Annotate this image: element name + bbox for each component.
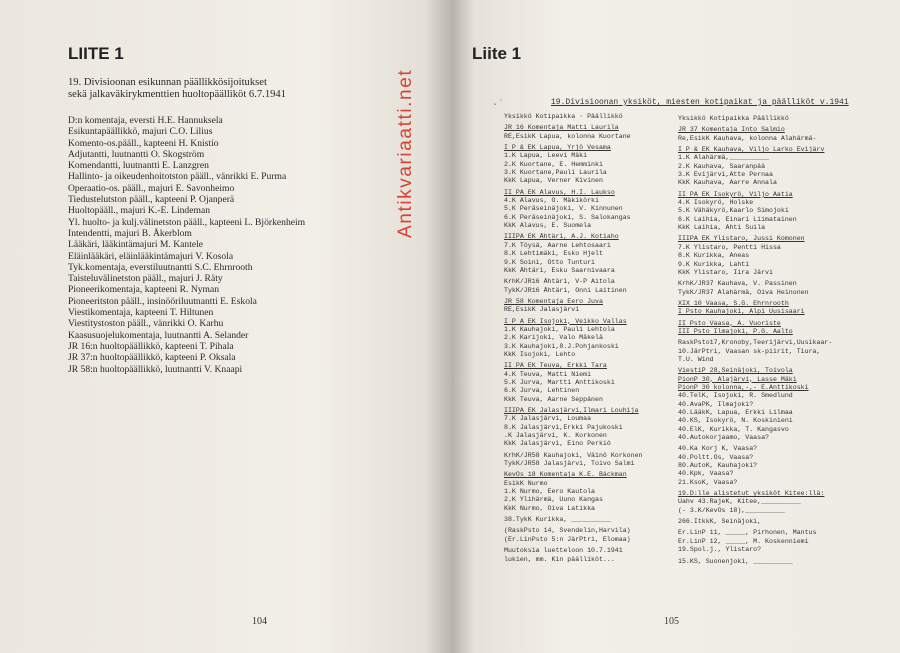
unit-row: .K Jalasjärvi, K. Korkonen (504, 432, 607, 440)
unit-row: 1.K Lapua, Leevi Mäki (504, 152, 588, 160)
intro-line: 19. Divisioonan esikunnan päällikkösijoitukset (68, 77, 267, 88)
unit-row: Er.LinP 12, _____, M. Koskenniemi (678, 537, 809, 545)
staff-entry: JR 37:n huoltopäällikkö, kapteeni P. Oksala (68, 352, 236, 364)
unit-row: TykK/JR58 Jalasjärvi, Toivo Salmi (504, 460, 635, 468)
unit-row: 8.K Jalasjärvi,Erkki Pajukoski (504, 423, 623, 431)
unit-row: KkK Isojoki, Lehto (504, 350, 576, 358)
unit-row: 40.Poltt.Os, Vaasa? (678, 453, 754, 461)
staff-entry: Viestitystoston pääll., vänrikki O. Karhu (68, 318, 224, 330)
staff-entry: Operaatio-os. pääll., majuri E. Savonheimo (68, 182, 235, 194)
unit-row: Er.LinP 11, _____, Pirhonen, Mantus (678, 529, 817, 537)
unit-row: 8.K Kurikka, Aneas (678, 252, 750, 260)
unit-row: RE,EsikK Lapua, kolonna Kuortane (504, 132, 631, 140)
unit-row: 5.K Peräseinäjoki, V. Kinnunen (504, 205, 623, 213)
unit-row: 10.JärPtri, Vaasan sk-piirit, Tiura, (678, 347, 821, 355)
staff-entry: Hallinto- ja oikeudenhoitotston pääll., vänrikki E. Purma (68, 171, 287, 183)
unit-row: 5.K Jurva, Martti Anttikoski (504, 378, 615, 386)
unit-row: 6.K Peräseinäjoki, S. Salokangas (504, 213, 631, 221)
unit-row: I P & EK Kauhava, Viljo Larko Evijärv (678, 146, 825, 154)
unit-row: 19.Spol.j., Ylistaro? (678, 546, 762, 554)
unit-row: 2.K Karijoki, Valo Mäkelä (504, 334, 603, 342)
unit-row: II PA EK Isokyrö, Viljo Aatia (678, 190, 793, 198)
unit-row: TykK/JR37 Alahärmä, Oiva Heinonen (678, 288, 809, 296)
unit-row: 9.K Kurikka, Lahti (678, 260, 750, 268)
unit-row: 21.KsoK, Vaasa? (678, 478, 738, 486)
unit-row: 1.K Nurmo, Eero Kautola (504, 488, 596, 496)
unit-row: KkK Nurmo, Oiva Latikka (504, 504, 596, 512)
unit-row: II Psto Vaasa, A. Vuoriste (678, 319, 781, 327)
staff-entry: JR 16:n huoltopäällikkö, kapteeni T. Pihala (68, 340, 234, 352)
unit-row: lukien, mm. Kin päälliköt... (504, 555, 615, 563)
staff-entry: Huoltopääll., majuri K.-E. Lindeman (68, 205, 211, 217)
margin-mark: ·˙ (492, 100, 505, 111)
unit-row: 6.K Jurva, Lehtinen (504, 387, 580, 395)
left-page-heading: LIITE 1 (68, 44, 124, 63)
unit-row: 40.Autokorjaamo, Vaasa? (678, 434, 770, 442)
unit-row: 7.K Töysä, Aarne Lehtosaari (504, 241, 611, 249)
left-page-number: 104 (252, 616, 267, 627)
unit-row: ViestiP 28,Seinäjoki, Toivola (678, 367, 793, 375)
unit-row: KkK Teuva, Aarne Seppänen (504, 395, 603, 403)
unit-row: KrhK/JR37 Kauhava, V. Passinen (678, 280, 797, 288)
staff-entry: Komento-os.pääll., kapteeni H. Knistio (68, 137, 219, 149)
unit-row: KkK Alavus, E. Suomela (504, 222, 592, 230)
unit-row: 19.D:lle alistetut yksiköt Kitee:llä: (678, 490, 825, 498)
unit-row: KkK Laihia, Ahti Suila (678, 224, 766, 232)
staff-entry: Esikuntapäällikkö, majuri C.O. Lilius (68, 126, 213, 138)
unit-row: 1.K Kauhajoki, Pauli Lehtola (504, 325, 615, 333)
unit-row: PionP 30, Alajärvi, Lasse Mäki (678, 375, 797, 383)
intro-text (68, 77, 428, 102)
staff-entry: Intendentti, majuri B. Åkerblom (68, 227, 192, 239)
unit-row: 3.K Kauhajoki,8.J.Pohjankoski (504, 342, 619, 350)
staff-entry: JR 58:n huoltopäällikkö, luutnantti V. Knaapi (68, 363, 243, 375)
staff-entry: Tyk.komentaja, everstiluutnantti S.C. Ehrnrooth (68, 261, 253, 273)
table-title: 19.Divisioonan yksiköt, miesten kotipaikat ja päälliköt v.1941 (551, 98, 849, 107)
staff-entry: Eläinlääkäri, eläinlääkintämajuri V. Kosola (68, 250, 234, 262)
unit-row: 80.AutoK, Kauhajoki? (678, 462, 758, 470)
unit-row: 7.K Ylistaro, Pentti Hissa (678, 243, 781, 251)
unit-row: 3.K Evijärvi,Atte Pernaa (678, 171, 773, 179)
unit-row: KkK Ähtäri, Esku Saarnivaara (504, 266, 615, 274)
unit-row: Re,EsikK Kauhava, kolonna Alahärmä- (678, 134, 817, 142)
unit-row: I P & EK Lapua, Yrjö Vesama (504, 144, 611, 152)
unit-row: 4.K Teuva, Matti Niemi (504, 370, 592, 378)
right-page-number: 105 (664, 616, 679, 627)
unit-row: T.U. Wind (678, 355, 714, 363)
staff-entry: Viestikomentaja, kapteeni T. Hiltunen (68, 307, 214, 319)
unit-row: 4.K Isokyrö, Holske (678, 199, 754, 207)
unit-row: IIIPA EK Jalasjärvi,Ilmari Louhija (504, 407, 639, 414)
unit-row: JR 16 Komentaja Matti Laurila (504, 124, 619, 132)
unit-row: 7.K Jalasjärvi, Loumaa (504, 415, 592, 423)
staff-entry: Pioneerikomentaja, kapteeni R. Nyman (68, 284, 220, 296)
unit-row: PionP 30 kolonna,-,- E.Anttikoski (678, 383, 809, 391)
unit-row: 40.ElK, Kurikka, T. Kangasvo (678, 425, 789, 433)
watermark: Antikvariaatti.net (395, 68, 416, 238)
unit-row: KevOs 18 Komentaja K.E. Bäckman (504, 471, 627, 479)
unit-row: EsikK Nurmo (504, 479, 548, 487)
unit-row: 4.K Alavus, O. Mäkikörki (504, 197, 599, 205)
unit-row: 2.K Kuortane, E. Hemminki (504, 160, 603, 168)
unit-row: KkK Ylistaro, Iira Järvi (678, 268, 773, 276)
unit-row: 266.ItkkK, Seinäjoki, (678, 518, 762, 526)
unit-row: 40.KS, Isokyrö, N. Koskinieni (678, 417, 793, 425)
unit-row: 40.LääkK, Lapua, Erkki Lilmaa (678, 409, 793, 416)
unit-row: Uahv 43.RajeK, Kitee,__________ (678, 498, 801, 506)
unit-row: 9.K Soini, Otto Tunturi (504, 258, 596, 266)
unit-row: RE,EsikK Jalasjärvi (504, 306, 580, 314)
unit-row: IIIPA EK Ylistaro, Jussi Komonen (678, 235, 805, 243)
unit-row: IIIPA EK Ähtäri, A.J. Kotiaho (504, 233, 619, 241)
unit-row: II PA EK Teuva, Erkki Tara (504, 362, 607, 370)
unit-row: 1.K Alahärmä,__________ (678, 154, 770, 162)
unit-row: JR 37 Komentaja Into Salmio (678, 126, 785, 134)
staff-entry: Adjutantti, luutnantti O. Skogström (68, 148, 205, 160)
unit-row: III Psto Ilmajoki, P.G. Aalto (678, 327, 793, 335)
unit-row: 3.K Kuortane,Pauli Laurila (504, 169, 607, 177)
intro-line: sekä jalkaväkirykmenttien huoltopäälliköt 6.7.1941 (68, 89, 287, 101)
unit-row: 5.K Vähäkyrö,Kaarlo Simojoki (678, 207, 789, 215)
unit-row: 15.KS, Suonenjoki, __________ (678, 557, 793, 565)
unit-row: Yksikkö Kotipaikka · Päällikkö (504, 113, 623, 120)
staff-entry: Pioneeritston pääll., insinööriluutnantti E. Eskola (68, 295, 257, 307)
staff-entry: Kaasusuojelukomentaja, luutnantti A. Selander (68, 329, 249, 341)
staff-entry: Lääkäri, lääkintämajuri M. Kantele (68, 239, 204, 251)
unit-row: 6.K Laihia, Einari Liimatainen (678, 215, 797, 223)
unit-row: XIX 10 Vaasa, S.G. Ehrnrooth (678, 299, 789, 307)
staff-entry: Komendantti, luutnantti E. Lanzgren (68, 160, 209, 172)
unit-row: (Er.LinPsto 5:n JärPtri, Elomaa) (504, 535, 631, 543)
unit-row: II PA EK Alavus, H.I. Laukso (504, 188, 615, 196)
unit-row: (RaskPsto 14, Svendelin,Harvila) (504, 527, 631, 535)
staff-entry: D:n komentaja, eversti H.E. Hannuksela (68, 115, 223, 126)
staff-entry: Taisteluvälinetston pääll., majuri J. Räty (68, 273, 223, 285)
staff-entry: Tiedustelutston pääll., kapteeni P. Ojanperä (68, 194, 235, 206)
unit-row: 40.Ka Korj K, Vaasa? (678, 445, 758, 453)
unit-row: 38.TykK Kurikka, __________ (504, 516, 611, 524)
units-column-right (678, 115, 890, 566)
unit-row: 40.AvaPK, Ilmajoki? (678, 400, 754, 408)
unit-row: KrhK/JR16 Ähtäri, V-P Aitola (504, 278, 615, 286)
unit-row: (- 3.K/KevOs 18),__________ (678, 506, 785, 514)
unit-row: KkK Jalasjärvi, Eino Perkiö (504, 440, 611, 448)
unit-row: Yksikkö Kotipaikka Päällikkö (678, 115, 789, 122)
staff-entry: Yl. huolto- ja kulj.välinetston pääll., kapteeni L. Björkenheim (68, 216, 306, 228)
unit-row: KrhK/JR58 Kauhajoki, Väinö Korkonen (504, 451, 643, 459)
unit-row: Muutoksia luetteloon 10.7.1941 (504, 547, 623, 555)
unit-row: I Psto Kauhajoki, Alpi Uusisaari (678, 308, 805, 316)
unit-row: 2.K Ylihärmä, Uuno Kangas (504, 496, 603, 504)
unit-row: TykK/JR16 Ähtäri, Onni Laitinen (504, 286, 627, 294)
unit-row: JR 58 Komentaja Eero Juva (504, 297, 603, 305)
unit-row: 40.TelK, Isojoki, R. Smedlund (678, 392, 793, 400)
unit-row: 40.Kpk, Vaasa? (678, 470, 734, 478)
staff-list (68, 115, 438, 375)
unit-row: KkK Lapua, Verner Kivinen (504, 177, 603, 185)
unit-row: KkK Kauhava, Aarre Annala (678, 179, 777, 187)
right-page-heading: Liite 1 (472, 44, 522, 63)
right-page (452, 0, 900, 653)
unit-row: RaskPsto17,Kronoby,Teerijärvi,Uusikaar- (678, 339, 833, 347)
unit-row: 2.K Kauhava, Saaranpää (678, 162, 766, 170)
unit-row: I P A EK Isojoki, Veikko Vallas (504, 317, 627, 325)
unit-row: 8.K Lehtimäki, Esko Hjelt (504, 250, 603, 258)
